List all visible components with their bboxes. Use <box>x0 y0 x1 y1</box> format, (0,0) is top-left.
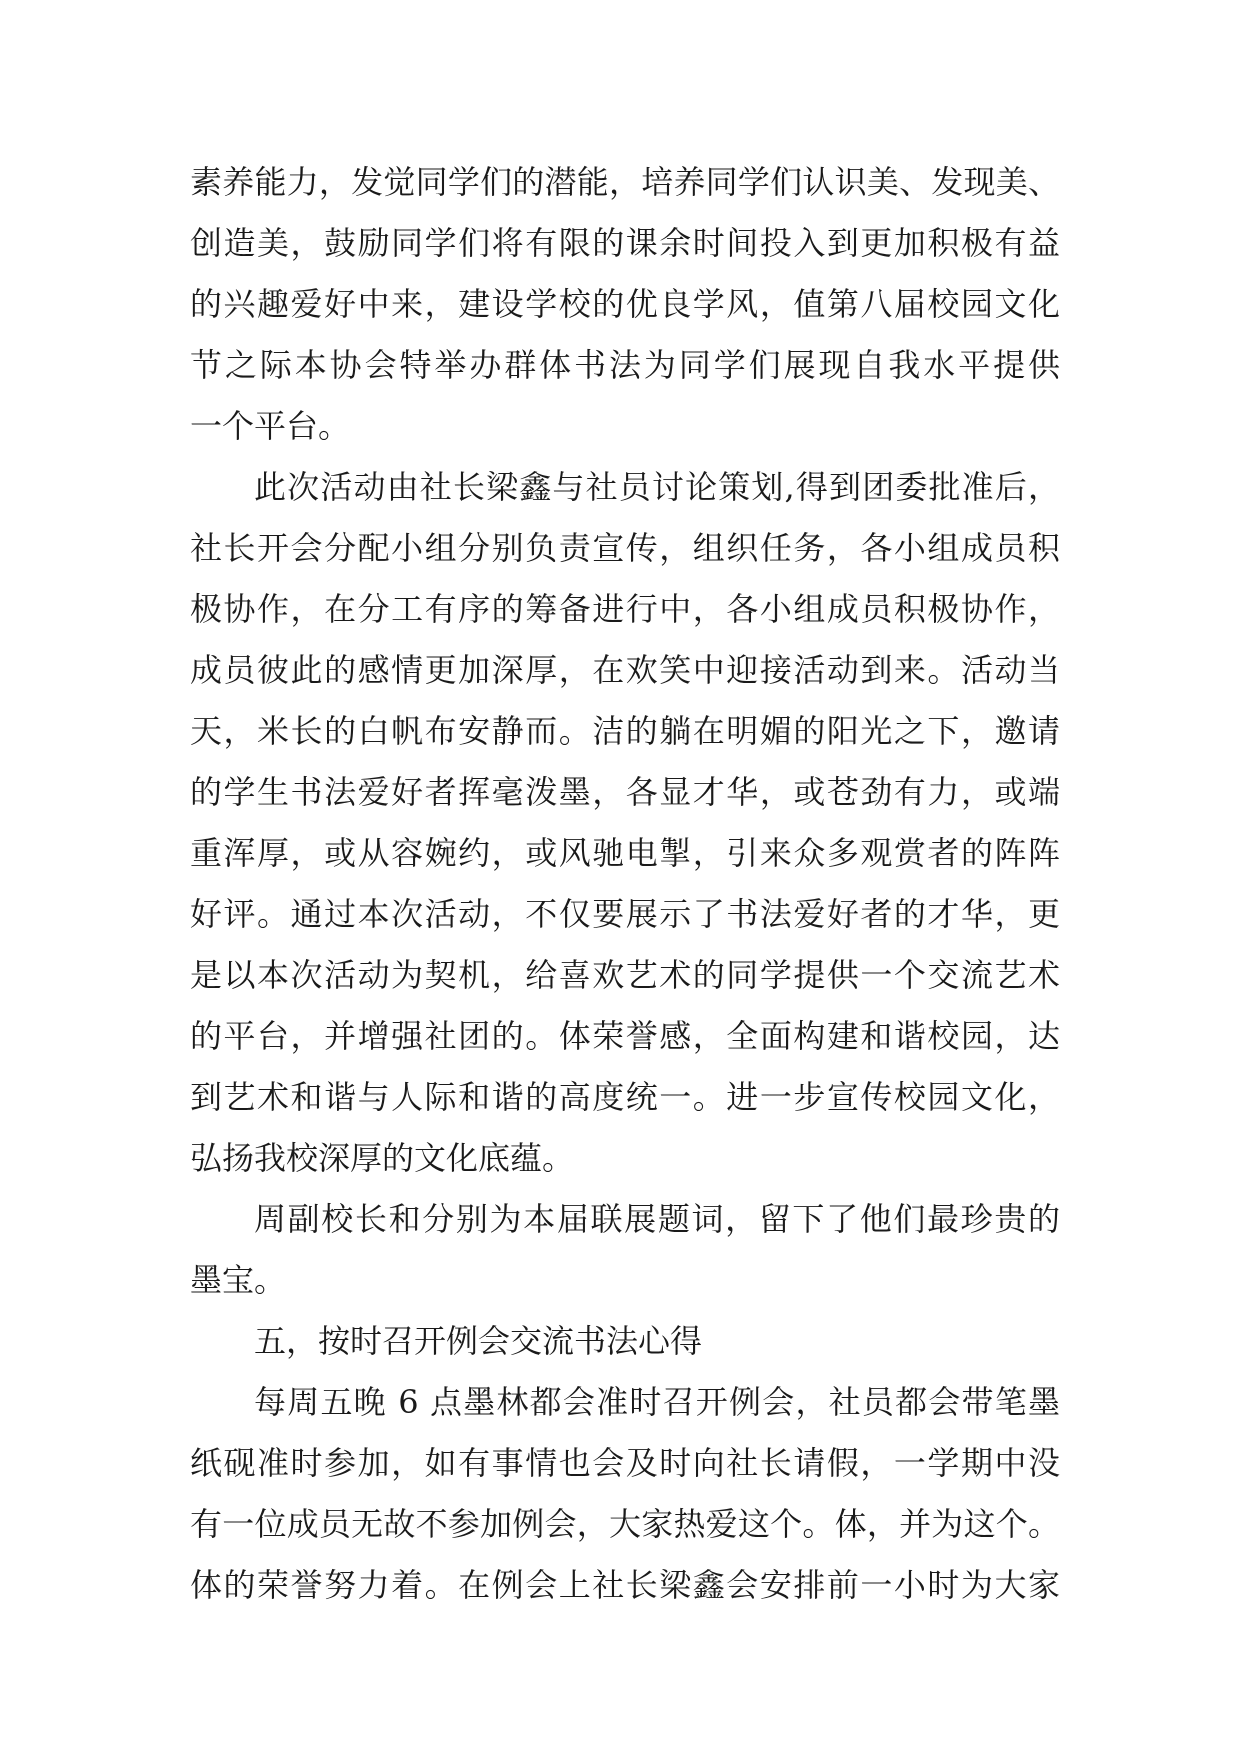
text-line: 的兴趣爱好中来，建设学校的优良学风，值第八届校园文化 <box>190 285 1060 323</box>
text-line: 墨宝。 <box>190 1261 287 1299</box>
text-line: 一个平台。 <box>190 407 351 445</box>
text-line: 是以本次活动为契机，给喜欢艺术的同学提供一个交流艺术 <box>190 956 1060 994</box>
text-line: 的平台，并增强社团的。体荣誉感，全面构建和谐校园，达 <box>190 1017 1060 1055</box>
text-line: 到艺术和谐与人际和谐的高度统一。进一步宣传校园文化， <box>190 1078 1060 1116</box>
text-line: 纸砚准时参加，如有事情也会及时向社长请假，一学期中没 <box>190 1444 1060 1482</box>
text-line: 天，米长的白帆布安静而。洁的躺在明媚的阳光之下，邀请 <box>190 712 1060 750</box>
text-line: 此次活动由社长梁鑫与社员讨论策划,得到团委批准后， <box>254 468 1060 506</box>
text-line: 素养能力，发觉同学们的潜能，培养同学们认识美、发现美、 <box>190 163 1060 201</box>
paragraph-activity <box>190 457 1060 1189</box>
section-heading: 五，按时召开例会交流书法心得 <box>254 1322 703 1360</box>
text-line: 创造美，鼓励同学们将有限的课余时间投入到更加积极有益 <box>190 224 1060 262</box>
text-line: 每周五晚 6 点墨林都会准时召开例会，社员都会带笔墨 <box>254 1383 1060 1421</box>
body-text <box>190 152 1060 1616</box>
text-line: 弘扬我校深厚的文化底蕴。 <box>190 1139 575 1177</box>
text-line: 的学生书法爱好者挥毫泼墨，各显才华，或苍劲有力，或端 <box>190 773 1060 811</box>
text-line: 节之际本协会特举办群体书法为同学们展现自我水平提供 <box>190 346 1060 384</box>
text-line: 周副校长和分别为本届联展题词，留下了他们最珍贵的 <box>254 1200 1060 1238</box>
section-heading-five <box>190 1311 1060 1372</box>
text-line: 好评。通过本次活动，不仅要展示了书法爱好者的才华，更 <box>190 895 1060 933</box>
text-line: 有一位成员无故不参加例会，大家热爱这个。体，并为这个。 <box>190 1505 1060 1543</box>
text-line: 社长开会分配小组分别负责宣传，组织任务，各小组成员积 <box>190 529 1060 567</box>
text-line: 重浑厚，或从容婉约，或风驰电掣，引来众多观赏者的阵阵 <box>190 834 1060 872</box>
text-line: 极协作，在分工有序的筹备进行中，各小组成员积极协作， <box>190 590 1060 628</box>
text-line: 成员彼此的感情更加深厚，在欢笑中迎接活动到来。活动当 <box>190 651 1060 689</box>
text-line: 体的荣誉努力着。在例会上社长梁鑫会安排前一小时为大家 <box>190 1566 1060 1604</box>
paragraph-inscription <box>190 1189 1060 1311</box>
paragraph-intro-continued <box>190 152 1060 457</box>
paragraph-meeting <box>190 1372 1060 1616</box>
